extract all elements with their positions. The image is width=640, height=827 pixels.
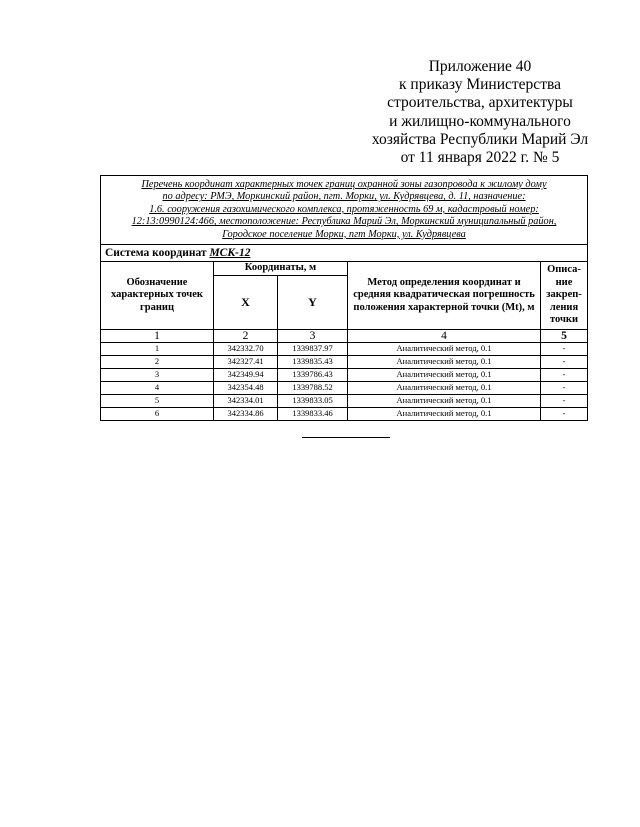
cell-point: 3 (101, 368, 214, 381)
cell-method: Аналитический метод, 0.1 (348, 342, 541, 355)
appendix-line: строительства, архитектуры (387, 94, 573, 112)
column-numbers-row (101, 329, 588, 342)
table-row (101, 342, 588, 355)
cell-method: Аналитический метод, 0.1 (348, 381, 541, 394)
cell-method: Аналитический метод, 0.1 (348, 407, 541, 420)
appendix-line: хозяйства Республики Марий Эл (371, 130, 589, 148)
caption-line: Городское поселение Морки, пгт Морки, ул. Кудрявцева (222, 228, 466, 240)
table-row (101, 381, 588, 394)
appendix-line: к приказу Министерства (399, 76, 561, 94)
header-description: Описа-ние закреп-ления точки (541, 262, 588, 330)
cell-y: 1339833.05 (278, 394, 348, 407)
table-row (101, 407, 588, 420)
coordinate-system-row (101, 245, 588, 262)
header-coordinates: Координаты, м (214, 262, 348, 276)
cell-x: 342332.70 (214, 342, 278, 355)
coordinate-system-label: Система координат (105, 247, 207, 260)
cell-method: Аналитический метод, 0.1 (348, 355, 541, 368)
cell-y: 1339786.43 (278, 368, 348, 381)
cell-x: 342354.48 (214, 381, 278, 394)
table-row (101, 368, 588, 381)
cell-x: 342327.41 (214, 355, 278, 368)
header-x: X (214, 276, 278, 329)
cell-description: - (541, 381, 588, 394)
appendix-line: от 11 января 2022 г. № 5 (400, 149, 560, 167)
cell-x: 342334.86 (214, 407, 278, 420)
caption-line: по адресу: РМЭ, Моркинский район, пгт. Морки, ул. Кудрявцева, д. 11, назначение: (162, 191, 526, 203)
header-point: Обозначение характерных точек границ (101, 262, 214, 330)
caption-line: Перечень координат характерных точек границ охранной зоны газопровода к жилому дому (141, 179, 547, 190)
cell-point: 5 (101, 394, 214, 407)
cell-description: - (541, 394, 588, 407)
caption-line: 12:13:0990124:466, местоположение: Республика Марий Эл, Моркинский муниципальный район, (131, 216, 557, 228)
cell-x: 342349.94 (214, 368, 278, 381)
column-number: 3 (278, 329, 348, 342)
appendix-line: Приложение 40 (428, 58, 532, 75)
table-row (101, 355, 588, 368)
cell-description: - (541, 355, 588, 368)
header-method: Метод определения координат и средняя квадратическая погрешность положения характерной точки (Mt), м (348, 262, 541, 330)
appendix-line: и жилищно-коммунального (389, 112, 571, 130)
cell-y: 1339833.46 (278, 407, 348, 420)
cell-y: 1339835.43 (278, 355, 348, 368)
cell-method: Аналитический метод, 0.1 (348, 394, 541, 407)
table-row (101, 394, 588, 407)
appendix-header (330, 58, 630, 167)
cell-y: 1339788.52 (278, 381, 348, 394)
cell-description: - (541, 407, 588, 420)
cell-method: Аналитический метод, 0.1 (348, 368, 541, 381)
cell-point: 6 (101, 407, 214, 420)
header-y: Y (278, 276, 348, 329)
cell-point: 1 (101, 342, 214, 355)
column-number: 5 (541, 329, 588, 342)
coordinates-table (100, 175, 588, 421)
cell-description: - (541, 368, 588, 381)
end-divider (302, 437, 390, 438)
cell-y: 1339837.97 (278, 342, 348, 355)
table-caption (101, 176, 588, 245)
coordinate-system-value: МСК-12 (209, 247, 251, 260)
column-number: 2 (214, 329, 278, 342)
cell-x: 342334.01 (214, 394, 278, 407)
cell-point: 2 (101, 355, 214, 368)
column-number: 4 (348, 329, 541, 342)
caption-line: 1.6. сооружения газохимического комплекса, протяженность 69 м, кадастровый номер: (149, 203, 539, 215)
column-number: 1 (101, 329, 214, 342)
cell-description: - (541, 342, 588, 355)
cell-point: 4 (101, 381, 214, 394)
